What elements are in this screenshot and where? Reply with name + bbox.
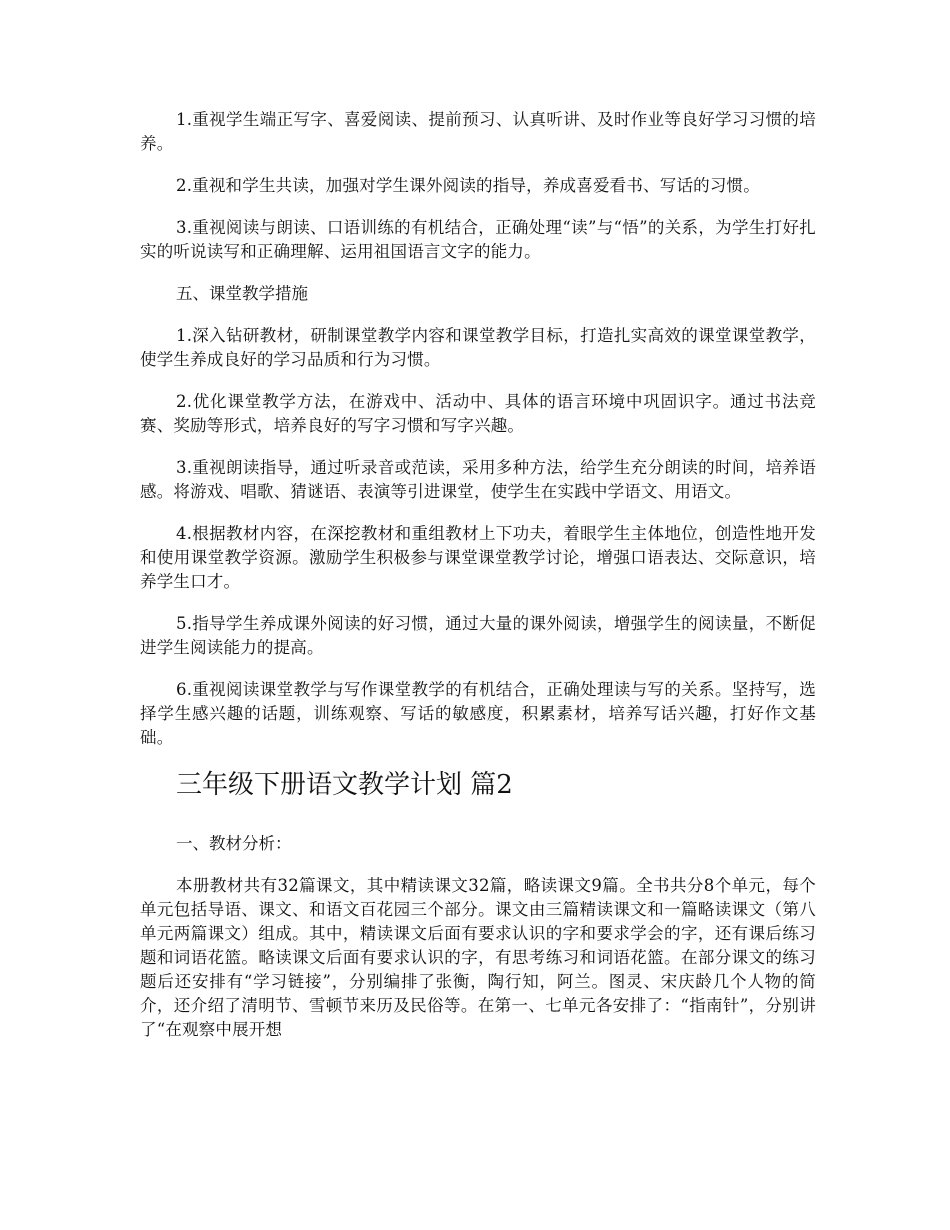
document-page xyxy=(140,108,816,1060)
paragraph-measure-5: 5.指导学生养成课外阅读的好习惯，通过大量的课外阅读，增强学生的阅读量，不断促进学生阅读能力的提高。 xyxy=(140,614,816,657)
paragraph-measure-6: 6.重视阅读课堂教学与写作课堂教学的有机结合，正确处理读与写的关系。坚持写，选择学生感兴趣的话题，训练观察、写话的敏感度，积累素材，培养写话兴趣，打好作文基础。 xyxy=(140,680,816,747)
paragraph-measure-1: 1.深入钻研教材，研制课堂教学内容和课堂教学目标，打造扎实高效的课堂课堂教学，使学生养成良好的学习品质和行为习惯。 xyxy=(140,326,816,369)
document-title: 三年级下册语文教学计划 篇2 xyxy=(176,770,513,800)
section-heading-textbook-analysis: 一、教材分析： xyxy=(176,834,292,853)
paragraph-measure-3: 3.重视朗读指导，通过听录音或范读，采用多种方法，给学生充分朗读的时间，培养语感。将游戏、唱歌、猜谜语、表演等引进课堂，使学生在实践中学语文、用语文。 xyxy=(140,458,816,501)
paragraph-habit-3: 3.重视阅读与朗读、口语训练的有机结合，正确处理“读”与“悟”的关系，为学生打好扎实的听说读写和正确理解、运用祖国语言文字的能力。 xyxy=(140,218,816,261)
paragraph-textbook-analysis: 本册教材共有32篇课文，其中精读课文32篇，略读课文9篇。全书共分8个单元，每个单元包括导语、课文、和语文百花园三个部分。课文由三篇精读课文和一篇略读课文（第八单元两篇课文）组成。其中，精读课文后面有要求认识的字和要求学会的字，还有课后练习题和词语花篮。略读课文后面有要求认识的字，有思考练习和词语花篮。在部分课文的练习题后还安排有“学习链接”，分别编排了张衡，陶行知，阿兰。图灵、宋庆龄几个人物的简介，还介绍了清明节、雪顿节来历及民俗等。在第一、七单元各安排了：“指南针”，分别讲了“在观察中展开想 xyxy=(140,876,816,1039)
paragraph-habit-2: 2.重视和学生共读，加强对学生课外阅读的指导，养成喜爱看书、写话的习惯。 xyxy=(176,176,760,195)
paragraph-measure-4: 4.根据教材内容，在深挖教材和重组教材上下功夫，着眼学生主体地位，创造性地开发和使用课堂教学资源。激励学生积极参与课堂课堂教学讨论，增强口语表达、交际意识，培养学生口才。 xyxy=(140,524,816,591)
paragraph-habit-1: 1.重视学生端正写字、喜爱阅读、提前预习、认真听讲、及时作业等良好学习习惯的培养。 xyxy=(140,110,816,153)
paragraph-measure-2: 2.优化课堂教学方法，在游戏中、活动中、具体的语言环境中巩固识字。通过书法竞赛、奖励等形式，培养良好的写字习惯和写字兴趣。 xyxy=(140,392,816,435)
section-heading-teaching-measures: 五、课堂教学措施 xyxy=(176,284,308,303)
